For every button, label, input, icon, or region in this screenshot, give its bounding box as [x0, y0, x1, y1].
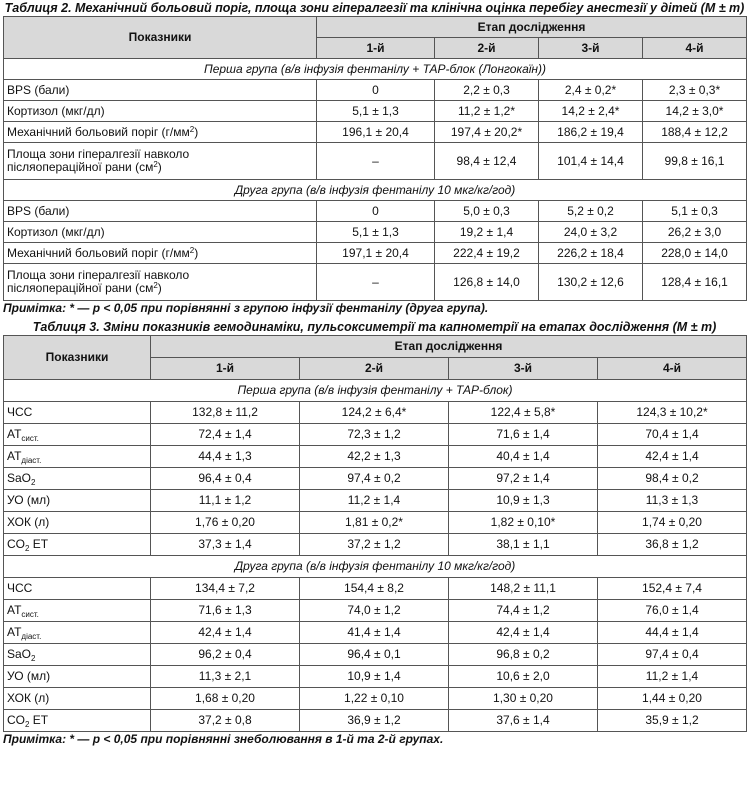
table3-group2-title-row: [4, 556, 747, 578]
cell: 188,4 ± 12,2: [643, 122, 747, 143]
cell: 5,1 ± 1,3: [317, 222, 435, 243]
row-label: BPS (бали): [4, 201, 317, 222]
cell: 96,4 ± 0,1: [300, 644, 449, 666]
table-row: [4, 666, 747, 688]
cell: 72,3 ± 1,2: [300, 424, 449, 446]
cell: 24,0 ± 3,2: [539, 222, 643, 243]
table-row: [4, 490, 747, 512]
cell: 37,3 ± 1,4: [151, 534, 300, 556]
cell: 96,2 ± 0,4: [151, 644, 300, 666]
cell: 11,2 ± 1,2*: [435, 101, 539, 122]
cell: 5,0 ± 0,3: [435, 201, 539, 222]
table-row: [4, 80, 747, 101]
cell: 14,2 ± 2,4*: [539, 101, 643, 122]
cell: 42,4 ± 1,4: [151, 622, 300, 644]
cell: 1,74 ± 0,20: [598, 512, 747, 534]
table-row: [4, 143, 747, 180]
table3-group1-title: Перша група (в/в інфузія фентанілу + ТАР-блок): [4, 380, 747, 402]
table3: [3, 335, 747, 732]
cell: 71,6 ± 1,3: [151, 600, 300, 622]
cell: 19,2 ± 1,4: [435, 222, 539, 243]
table-row: [4, 446, 747, 468]
cell: 154,4 ± 8,2: [300, 578, 449, 600]
cell: 122,4 ± 5,8*: [449, 402, 598, 424]
table3-stage: 2-й: [300, 358, 449, 380]
cell: 11,1 ± 1,2: [151, 490, 300, 512]
table-row: [4, 468, 747, 490]
cell: 10,9 ± 1,3: [449, 490, 598, 512]
table-row: [4, 710, 747, 732]
cell: 26,2 ± 3,0: [643, 222, 747, 243]
row-label: SaO$_2$: [4, 644, 151, 666]
table3-col-stage: Етап дослідження: [151, 336, 747, 358]
table-row: [4, 622, 747, 644]
table-row: [4, 534, 747, 556]
cell: 148,2 ± 11,1: [449, 578, 598, 600]
cell: 197,1 ± 20,4: [317, 243, 435, 264]
table3-header-row: [4, 336, 747, 358]
cell: 38,1 ± 1,1: [449, 534, 598, 556]
row-label: УО (мл): [4, 490, 151, 512]
row-label: $CO_2$ ET: [4, 534, 151, 556]
row-label: ЧСС: [4, 402, 151, 424]
cell: 36,9 ± 1,2: [300, 710, 449, 732]
cell: 1,82 ± 0,10*: [449, 512, 598, 534]
row-label: $АТ_{сист.}$: [4, 424, 151, 446]
cell: 97,4 ± 0,4: [598, 644, 747, 666]
cell: 10,6 ± 2,0: [449, 666, 598, 688]
cell: 42,4 ± 1,4: [449, 622, 598, 644]
cell: 2,2 ± 0,3: [435, 80, 539, 101]
row-label: Механічний больовий поріг $(г/мм^2)$: [4, 243, 317, 264]
table-row: [4, 122, 747, 143]
cell: 11,2 ± 1,4: [598, 666, 747, 688]
table2-group1-title: Перша група (в/в інфузія фентанілу + ТАР-блок (Лонгокаїн)): [4, 59, 747, 80]
cell: 11,3 ± 2,1: [151, 666, 300, 688]
row-label: SaO$_2$: [4, 468, 151, 490]
cell: 14,2 ± 3,0*: [643, 101, 747, 122]
cell: 97,4 ± 0,2: [300, 468, 449, 490]
table-row: [4, 600, 747, 622]
row-label: Механічний больовий поріг $(г/мм^2)$: [4, 122, 317, 143]
table-row: [4, 402, 747, 424]
cell: 128,4 ± 16,1: [643, 264, 747, 301]
cell: 1,44 ± 0,20: [598, 688, 747, 710]
cell: 11,2 ± 1,4: [300, 490, 449, 512]
cell: 44,4 ± 1,4: [598, 622, 747, 644]
table3-stage: 3-й: [449, 358, 598, 380]
table2-stage: 4-й: [643, 38, 747, 59]
cell: 0: [317, 80, 435, 101]
cell: 2,4 ± 0,2*: [539, 80, 643, 101]
table3-caption: Таблиця 3. Зміни показників гемодинаміки, пульсоксиметрії та капнометрії на етапах дослідження (M ± m): [32, 320, 717, 334]
table-row: [4, 578, 747, 600]
cell: 124,3 ± 10,2*: [598, 402, 747, 424]
cell: 5,1 ± 0,3: [643, 201, 747, 222]
cell: 96,8 ± 0,2: [449, 644, 598, 666]
table2-caption: Таблиця 2. Механічний больовий поріг, площа зони гіпералгезії та клінічна оцінка перебігу анестезії у дітей (M ± m): [4, 1, 745, 15]
cell: 124,2 ± 6,4*: [300, 402, 449, 424]
cell: 37,6 ± 1,4: [449, 710, 598, 732]
cell: 70,4 ± 1,4: [598, 424, 747, 446]
table2-stage: 1-й: [317, 38, 435, 59]
cell: 76,0 ± 1,4: [598, 600, 747, 622]
cell: 222,4 ± 19,2: [435, 243, 539, 264]
row-label: Кортизол (мкг/дл): [4, 101, 317, 122]
cell: 197,4 ± 20,2*: [435, 122, 539, 143]
cell: 226,2 ± 18,4: [539, 243, 643, 264]
cell: 42,2 ± 1,3: [300, 446, 449, 468]
cell: 37,2 ± 0,8: [151, 710, 300, 732]
row-label: Площа зони гіпералгезії навколо післяопераційної рани $(см^2)$: [4, 264, 317, 301]
table2-stage: 3-й: [539, 38, 643, 59]
table-row: [4, 222, 747, 243]
table3-group1-title-row: [4, 380, 747, 402]
table-row: [4, 264, 747, 301]
row-label: BPS (бали): [4, 80, 317, 101]
cell: 99,8 ± 16,1: [643, 143, 747, 180]
cell: 1,76 ± 0,20: [151, 512, 300, 534]
table2-col-stage: Етап дослідження: [317, 17, 747, 38]
cell: 196,1 ± 20,4: [317, 122, 435, 143]
table3-stage: 4-й: [598, 358, 747, 380]
table2: [3, 16, 747, 301]
cell: 228,0 ± 14,0: [643, 243, 747, 264]
table3-note: Примітка: * — p < 0,05 при порівнянні знеболювання в 1-й та 2-й групах.: [3, 732, 444, 746]
cell: 5,2 ± 0,2: [539, 201, 643, 222]
cell: 96,4 ± 0,4: [151, 468, 300, 490]
cell: 130,2 ± 12,6: [539, 264, 643, 301]
cell: 2,3 ± 0,3*: [643, 80, 747, 101]
table-row: [4, 101, 747, 122]
cell: 40,4 ± 1,4: [449, 446, 598, 468]
cell: 98,4 ± 12,4: [435, 143, 539, 180]
table3-col-indicator: Показники: [4, 336, 151, 380]
cell: 1,81 ± 0,2*: [300, 512, 449, 534]
table3-group2-title: Друга група (в/в інфузія фентанілу 10 мкг/кг/год): [4, 556, 747, 578]
cell: –: [317, 264, 435, 301]
cell: 101,4 ± 14,4: [539, 143, 643, 180]
table2-header-row: [4, 17, 747, 38]
row-label: $CO_2$ ET: [4, 710, 151, 732]
cell: 36,8 ± 1,2: [598, 534, 747, 556]
cell: 132,8 ± 11,2: [151, 402, 300, 424]
table2-stage: 2-й: [435, 38, 539, 59]
cell: –: [317, 143, 435, 180]
row-label: Кортизол (мкг/дл): [4, 222, 317, 243]
table3-stage: 1-й: [151, 358, 300, 380]
cell: 152,4 ± 7,4: [598, 578, 747, 600]
cell: 126,8 ± 14,0: [435, 264, 539, 301]
cell: 11,3 ± 1,3: [598, 490, 747, 512]
table-row: [4, 644, 747, 666]
cell: 74,4 ± 1,2: [449, 600, 598, 622]
row-label: Площа зони гіпералгезії навколо післяопераційної рани $(см^2)$: [4, 143, 317, 180]
table2-col-indicator: Показники: [4, 17, 317, 59]
cell: 72,4 ± 1,4: [151, 424, 300, 446]
cell: 44,4 ± 1,3: [151, 446, 300, 468]
table-row: [4, 688, 747, 710]
table2-group2-title: Друга група (в/в інфузія фентанілу 10 мкг/кг/год): [4, 180, 747, 201]
table2-group2-title-row: [4, 180, 747, 201]
cell: 71,6 ± 1,4: [449, 424, 598, 446]
row-label: $АТ_{сист.}$: [4, 600, 151, 622]
table2-note: Примітка: * — p < 0,05 при порівнянні з групою інфузії фентанілу (друга група).: [3, 301, 489, 315]
cell: 41,4 ± 1,4: [300, 622, 449, 644]
cell: 74,0 ± 1,2: [300, 600, 449, 622]
table-row: [4, 512, 747, 534]
cell: 186,2 ± 19,4: [539, 122, 643, 143]
cell: 42,4 ± 1,4: [598, 446, 747, 468]
table-row: [4, 201, 747, 222]
cell: 98,4 ± 0,2: [598, 468, 747, 490]
cell: 134,4 ± 7,2: [151, 578, 300, 600]
table2-group1-title-row: [4, 59, 747, 80]
cell: 1,68 ± 0,20: [151, 688, 300, 710]
row-label: ХОК (л): [4, 688, 151, 710]
cell: 5,1 ± 1,3: [317, 101, 435, 122]
cell: 10,9 ± 1,4: [300, 666, 449, 688]
cell: 35,9 ± 1,2: [598, 710, 747, 732]
row-label: УО (мл): [4, 666, 151, 688]
cell: 1,30 ± 0,20: [449, 688, 598, 710]
row-label: ХОК (л): [4, 512, 151, 534]
cell: 1,22 ± 0,10: [300, 688, 449, 710]
cell: 97,2 ± 1,4: [449, 468, 598, 490]
cell: 37,2 ± 1,2: [300, 534, 449, 556]
table-row: [4, 424, 747, 446]
table-row: [4, 243, 747, 264]
row-label: $АТ_{діаст.}$: [4, 446, 151, 468]
row-label: ЧСС: [4, 578, 151, 600]
row-label: $АТ_{діаст.}$: [4, 622, 151, 644]
cell: 0: [317, 201, 435, 222]
